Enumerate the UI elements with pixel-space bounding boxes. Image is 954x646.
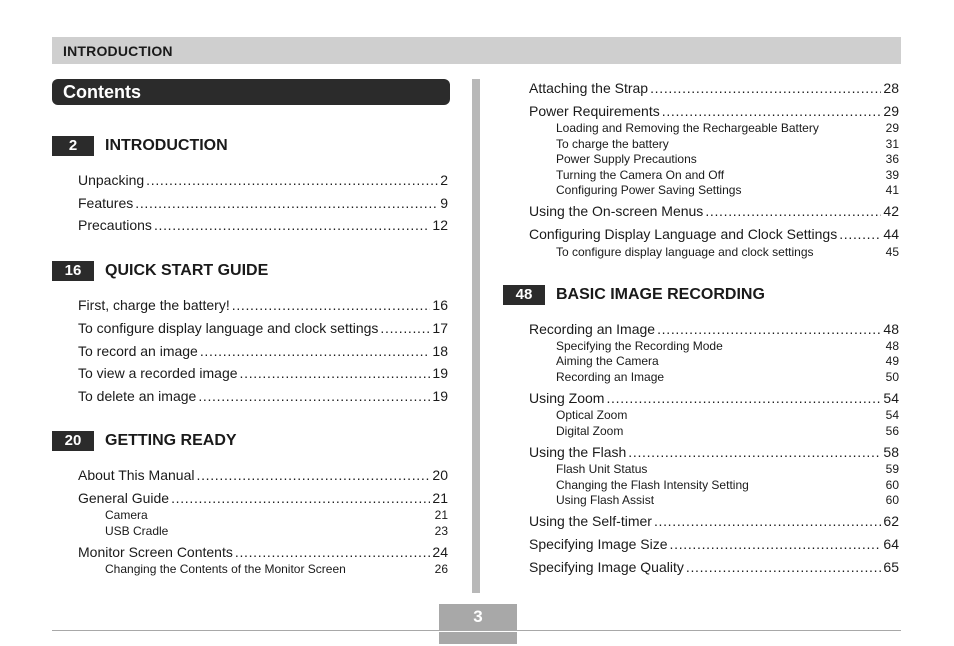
entry-page: 9 (440, 195, 448, 211)
entry-text: General Guide (78, 490, 170, 506)
subentry-text: Turning the Camera On and Off (556, 168, 725, 182)
entry-page: 28 (883, 80, 899, 96)
section-title[interactable]: INTRODUCTION (105, 137, 228, 154)
entry-text: Using the On-screen Menus (529, 203, 704, 219)
leader-dots (171, 490, 430, 506)
subentry-text: Configuring Power Saving Settings (556, 183, 742, 197)
subentry-text: Power Supply Precautions (556, 152, 697, 166)
subentry-page: 39 (885, 168, 899, 182)
entry-text: Unpacking (78, 172, 145, 188)
section-title[interactable]: GETTING READY (105, 432, 237, 449)
section-heading (52, 431, 448, 453)
entry-page: 19 (432, 388, 448, 404)
leader-dots (232, 297, 431, 313)
leader-dots (686, 559, 882, 575)
toc-subentry[interactable] (556, 408, 899, 423)
toc-subentry[interactable] (556, 424, 899, 439)
entry-text: Using the Flash (529, 444, 627, 460)
entry-page: 65 (883, 559, 899, 575)
subentry-page: 50 (885, 370, 899, 384)
entry-page: 19 (432, 365, 448, 381)
entry-text: Configuring Display Language and Clock Settings (529, 226, 838, 242)
toc-entry[interactable] (78, 297, 448, 315)
section-heading (52, 136, 448, 158)
entry-text: Using the Self-timer (529, 513, 652, 529)
entry-page: 21 (432, 490, 448, 506)
toc-subentry[interactable] (556, 245, 899, 260)
toc-entry[interactable] (78, 544, 448, 562)
leader-dots (198, 388, 430, 404)
subentry-page: 36 (885, 152, 899, 166)
toc-entry[interactable] (78, 467, 448, 485)
subentry-text: Camera (105, 508, 148, 522)
entry-text: To configure display language and clock settings (78, 320, 379, 336)
entry-page: 2 (440, 172, 448, 188)
section-number: 20 (52, 431, 94, 451)
subentry-page: 59 (885, 462, 899, 476)
toc-subentry[interactable] (556, 183, 899, 198)
leader-dots (154, 217, 430, 233)
toc-subentry[interactable] (556, 137, 899, 152)
entry-text: First, charge the battery! (78, 297, 230, 313)
entry-page: 54 (883, 390, 899, 406)
section-number: 16 (52, 261, 94, 281)
entry-page: 29 (883, 103, 899, 119)
subentry-page: 21 (434, 508, 448, 522)
toc-entry[interactable] (78, 217, 448, 235)
subentry-text: Changing the Contents of the Monitor Screen (105, 562, 346, 576)
section-heading (503, 285, 899, 307)
entry-text: Attaching the Strap (529, 80, 649, 96)
entry-page: 64 (883, 536, 899, 552)
toc-entry[interactable] (529, 226, 899, 244)
column-divider (472, 79, 480, 593)
toc-entry[interactable] (529, 444, 899, 462)
subentry-text: Using Flash Assist (556, 493, 655, 507)
leader-dots (200, 343, 431, 359)
subentry-page: 56 (885, 424, 899, 438)
entry-page: 62 (883, 513, 899, 529)
leader-dots (628, 444, 881, 460)
toc-entry[interactable] (78, 388, 448, 406)
leader-dots (196, 467, 430, 483)
toc-entry[interactable] (529, 80, 899, 98)
toc-entry[interactable] (78, 195, 448, 213)
entry-page: 42 (883, 203, 899, 219)
subentry-page: 23 (434, 524, 448, 538)
header-label: INTRODUCTION (63, 43, 173, 59)
entry-text: Recording an Image (529, 321, 656, 337)
toc-entry[interactable] (78, 343, 448, 361)
entry-text: To view a recorded image (78, 365, 238, 381)
toc-entry[interactable] (529, 390, 899, 408)
toc-subentry[interactable] (105, 508, 448, 523)
subentry-text: Aiming the Camera (556, 354, 659, 368)
entry-text: Monitor Screen Contents (78, 544, 233, 560)
subentry-page: 54 (885, 408, 899, 422)
leader-dots (235, 544, 431, 560)
entry-text: Features (78, 195, 134, 211)
section-number: 48 (503, 285, 545, 305)
leader-dots (670, 536, 882, 552)
entry-page: 58 (883, 444, 899, 460)
subentry-page: 60 (885, 478, 899, 492)
leader-dots (135, 195, 438, 211)
entry-page: 44 (883, 226, 899, 242)
leader-dots (146, 172, 438, 188)
subentry-text: To charge the battery (556, 137, 669, 151)
toc-subentry[interactable] (556, 370, 899, 385)
toc-subentry[interactable] (556, 152, 899, 167)
entry-text: Specifying Image Size (529, 536, 668, 552)
leader-dots (662, 103, 882, 119)
entry-page: 48 (883, 321, 899, 337)
leader-dots (380, 320, 430, 336)
subentry-page: 26 (434, 562, 448, 576)
entry-page: 16 (432, 297, 448, 313)
toc-entry[interactable] (529, 321, 899, 339)
toc-subentry[interactable] (105, 524, 448, 539)
subentry-page: 41 (885, 183, 899, 197)
subentry-text: Optical Zoom (556, 408, 628, 422)
toc-entry[interactable] (529, 203, 899, 221)
subentry-text: Changing the Flash Intensity Setting (556, 478, 749, 492)
page-number-tab (439, 604, 517, 644)
entry-page: 17 (432, 320, 448, 336)
entry-text: About This Manual (78, 467, 195, 483)
subentry-text: Recording an Image (556, 370, 665, 384)
entry-text: To record an image (78, 343, 198, 359)
toc-entry[interactable] (78, 365, 448, 383)
toc-entry[interactable] (529, 536, 899, 554)
subentry-text: To configure display language and clock settings (556, 245, 814, 259)
subentry-text: Digital Zoom (556, 424, 624, 438)
section-number: 2 (52, 136, 94, 156)
toc-subentry[interactable] (556, 121, 899, 136)
toc-entry[interactable] (78, 490, 448, 508)
leader-dots (705, 203, 881, 219)
subentry-page: 31 (885, 137, 899, 151)
subentry-text: Loading and Removing the Rechargeable Battery (556, 121, 819, 135)
toc-entry[interactable] (78, 172, 448, 190)
toc-subentry[interactable] (105, 562, 448, 577)
leader-dots (657, 321, 881, 337)
entry-text: Using Zoom (529, 390, 605, 406)
entry-text: Precautions (78, 217, 152, 233)
contents-banner (52, 79, 450, 105)
entry-text: To delete an image (78, 388, 197, 404)
subentry-page: 48 (885, 339, 899, 353)
subentry-text: USB Cradle (105, 524, 169, 538)
toc-entry[interactable] (529, 559, 899, 577)
entry-text: Power Requirements (529, 103, 660, 119)
section-title[interactable]: BASIC IMAGE RECORDING (556, 286, 765, 303)
leader-dots (650, 80, 881, 96)
leader-dots (240, 365, 431, 381)
leader-dots (654, 513, 881, 529)
leader-dots (839, 226, 881, 242)
toc-entry[interactable] (78, 320, 448, 338)
section-heading (52, 261, 448, 283)
subentry-page: 60 (885, 493, 899, 507)
entry-page: 12 (432, 217, 448, 233)
page-number: 3 (439, 604, 517, 630)
toc-subentry[interactable] (556, 478, 899, 493)
entry-page: 24 (432, 544, 448, 560)
leader-dots (606, 390, 881, 406)
contents-title: Contents (63, 82, 141, 102)
entry-text: Specifying Image Quality (529, 559, 684, 575)
entry-page: 20 (432, 467, 448, 483)
bottom-rule (52, 630, 901, 631)
subentry-text: Flash Unit Status (556, 462, 648, 476)
toc-subentry[interactable] (556, 339, 899, 354)
subentry-page: 29 (885, 121, 899, 135)
toc-subentry[interactable] (556, 462, 899, 477)
subentry-page: 49 (885, 354, 899, 368)
header-bar (52, 37, 901, 64)
entry-page: 18 (432, 343, 448, 359)
subentry-page: 45 (885, 245, 899, 259)
page-tab-base (439, 632, 517, 644)
toc-subentry[interactable] (556, 168, 899, 183)
toc-subentry[interactable] (556, 493, 899, 508)
subentry-text: Specifying the Recording Mode (556, 339, 723, 353)
toc-entry[interactable] (529, 103, 899, 121)
section-title[interactable]: QUICK START GUIDE (105, 262, 269, 279)
toc-subentry[interactable] (556, 354, 899, 369)
toc-entry[interactable] (529, 513, 899, 531)
